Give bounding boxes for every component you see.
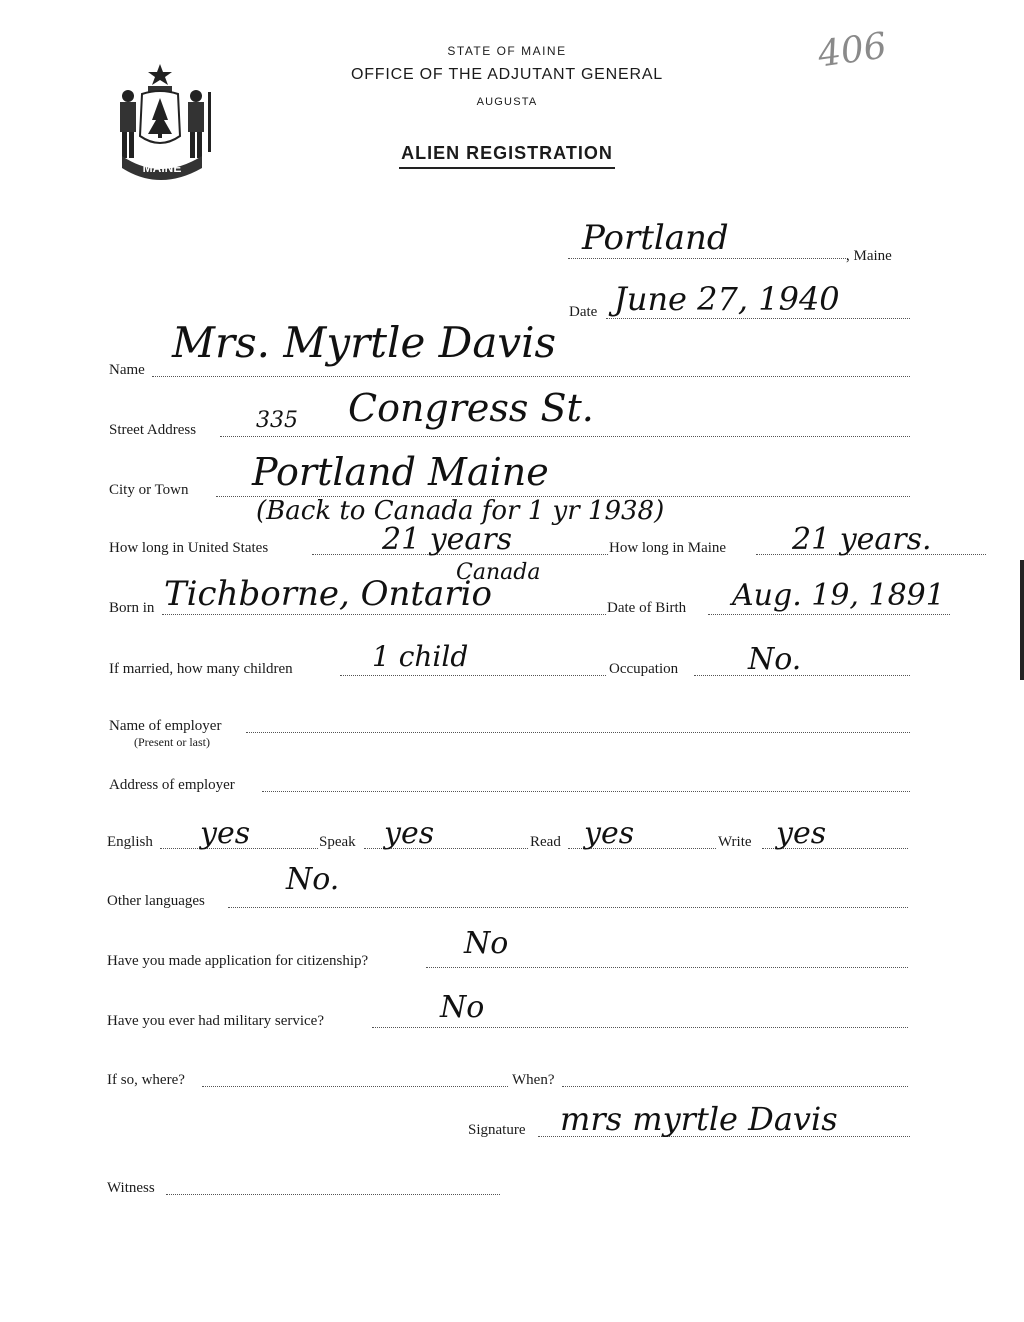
date-value: June 27, 1940	[614, 280, 840, 318]
if-so-where-label: If so, where?	[107, 1072, 185, 1088]
other-languages-label: Other languages	[107, 893, 205, 909]
speak-value: yes	[384, 816, 435, 851]
city-heading: AUGUSTA	[476, 96, 538, 108]
signature-label: Signature	[468, 1122, 526, 1138]
employer-address-line	[262, 791, 910, 792]
born-country-value: Canada	[456, 560, 541, 585]
residence-note: (Back to Canada for 1 yr 1938)	[256, 496, 665, 526]
how-long-maine-label: How long in Maine	[609, 540, 727, 556]
citizenship-line	[426, 967, 908, 968]
military-line	[372, 1027, 908, 1028]
read-label: Read	[530, 834, 561, 850]
witness-line	[166, 1194, 500, 1195]
date-of-birth-value: Aug. 19, 1891	[732, 578, 945, 613]
scan-edge	[1020, 560, 1024, 680]
street-address-line	[220, 436, 910, 437]
date-of-birth-label: Date of Birth	[607, 600, 687, 616]
write-value: yes	[776, 816, 827, 851]
when-line	[562, 1086, 908, 1087]
when-label: When?	[512, 1072, 555, 1088]
born-in-line	[162, 614, 606, 615]
date-label: Date	[569, 304, 598, 320]
how-long-us-value: 21 years	[382, 522, 513, 557]
street-name-value: Congress St.	[348, 386, 594, 430]
if-so-where-line	[202, 1086, 508, 1087]
occupation-line	[694, 675, 910, 676]
file-number-stamp: 406	[815, 25, 890, 76]
military-value: No	[440, 990, 485, 1025]
occupation-label: Occupation	[609, 661, 679, 677]
street-address-label: Street Address	[109, 422, 197, 438]
how-long-us-label: How long in United States	[109, 540, 269, 556]
children-line	[340, 675, 606, 676]
employer-name-label: Name of employer	[109, 718, 222, 734]
state-heading: STATE OF MAINE	[447, 44, 567, 58]
street-number-value: 335	[256, 408, 298, 433]
employer-address-label: Address of employer	[109, 777, 235, 793]
other-languages-line	[228, 907, 908, 908]
date-line	[606, 318, 910, 319]
write-label: Write	[718, 834, 752, 850]
citizenship-label: Have you made application for citizenship?	[107, 953, 369, 969]
svg-text:MAINE: MAINE	[142, 161, 182, 175]
military-label: Have you ever had military service?	[107, 1013, 324, 1029]
city-label: City or Town	[109, 482, 189, 498]
name-value: Mrs. Myrtle Davis	[172, 318, 557, 367]
maine-label: , Maine	[846, 248, 892, 264]
speak-label: Speak	[319, 834, 356, 850]
how-long-maine-value: 21 years.	[792, 522, 932, 557]
read-value: yes	[584, 816, 635, 851]
witness-label: Witness	[107, 1180, 155, 1196]
occupation-value: No.	[748, 642, 802, 677]
children-value: 1 child	[372, 640, 469, 673]
name-label: Name	[109, 362, 145, 378]
office-heading: OFFICE OF THE ADJUTANT GENERAL	[350, 66, 664, 83]
place-line	[568, 258, 848, 259]
other-languages-value: No.	[286, 862, 340, 897]
children-label: If married, how many children	[109, 661, 293, 677]
form-title: ALIEN REGISTRATION	[0, 143, 1019, 164]
employer-name-note: (Present or last)	[134, 735, 210, 749]
born-in-value: Tichborne, Ontario	[164, 574, 492, 614]
english-label: English	[107, 834, 153, 850]
born-in-label: Born in	[109, 600, 155, 616]
name-line	[152, 376, 910, 377]
employer-name-line	[246, 732, 910, 733]
place-value: Portland	[582, 218, 729, 258]
signature-value: mrs myrtle Davis	[560, 1100, 838, 1138]
english-value: yes	[200, 816, 251, 851]
date-of-birth-line	[708, 614, 950, 615]
city-value: Portland Maine	[252, 450, 549, 494]
citizenship-value: No	[464, 926, 509, 961]
